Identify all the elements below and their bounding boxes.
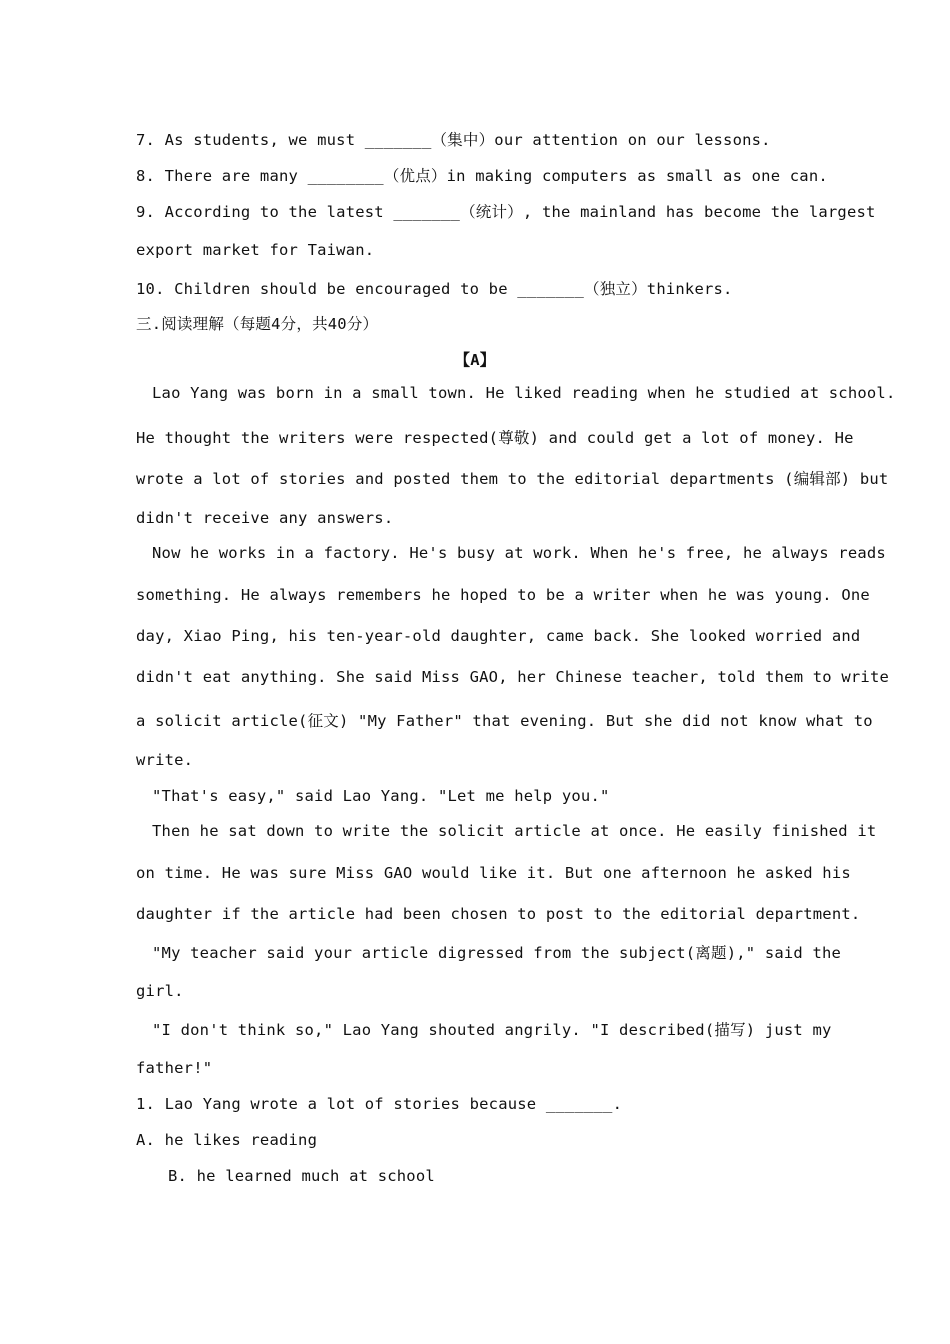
- passage-line: a solicit article(征文) "My Father" that evening. But she did not know what to: [136, 712, 873, 730]
- passage-line: "My teacher said your article digressed from the subject(离题)," said the: [152, 944, 842, 962]
- question-1-stem: 1. Lao Yang wrote a lot of stories because _______.: [136, 1095, 623, 1113]
- passage-line: girl.: [136, 982, 184, 1000]
- passage-line: something. He always remembers he hoped to be a writer when he was young. One: [136, 586, 870, 604]
- passage-line: Now he works in a factory. He's busy at work. When he's free, he always reads: [152, 544, 886, 562]
- passage-line: didn't eat anything. She said Miss GAO, her Chinese teacher, told them to write: [136, 668, 890, 686]
- passage-line: Then he sat down to write the solicit article at once. He easily finished it: [152, 822, 877, 840]
- passage-line: daughter if the article had been chosen to post to the editorial department.: [136, 905, 861, 923]
- vocab-question-7: 7. As students, we must _______（集中）our attention on our lessons.: [136, 131, 771, 149]
- question-1-option-a: A. he likes reading: [136, 1131, 318, 1149]
- question-1-option-b: B. he learned much at school: [168, 1167, 435, 1185]
- passage-line: on time. He was sure Miss GAO would like it. But one afternoon he asked his: [136, 864, 851, 882]
- passage-label: 【A】: [454, 351, 496, 369]
- passage-line: didn't receive any answers.: [136, 509, 394, 527]
- passage-line: "That's easy," said Lao Yang. "Let me help you.": [152, 787, 610, 805]
- vocab-question-9-line2: export market for Taiwan.: [136, 241, 375, 259]
- section-heading: 三.阅读理解（每题4分，共40分）: [136, 315, 379, 333]
- passage-line: write.: [136, 751, 194, 769]
- vocab-question-10: 10. Children should be encouraged to be _______（独立）thinkers.: [136, 280, 733, 298]
- vocab-question-8: 8. There are many ________（优点）in making computers as small as one can.: [136, 167, 828, 185]
- passage-line: father!": [136, 1059, 213, 1077]
- passage-line: "I don't think so," Lao Yang shouted angrily. "I described(描写) just my: [152, 1021, 832, 1039]
- passage-line: He thought the writers were respected(尊敬) and could get a lot of money. He: [136, 429, 854, 447]
- passage-line: day, Xiao Ping, his ten-year-old daughter, came back. She looked worried and: [136, 627, 861, 645]
- passage-line: Lao Yang was born in a small town. He liked reading when he studied at school.: [152, 384, 896, 402]
- passage-line: wrote a lot of stories and posted them to the editorial departments (编辑部) but: [136, 470, 889, 488]
- vocab-question-9-line1: 9. According to the latest _______（统计）, the mainland has become the largest: [136, 203, 876, 221]
